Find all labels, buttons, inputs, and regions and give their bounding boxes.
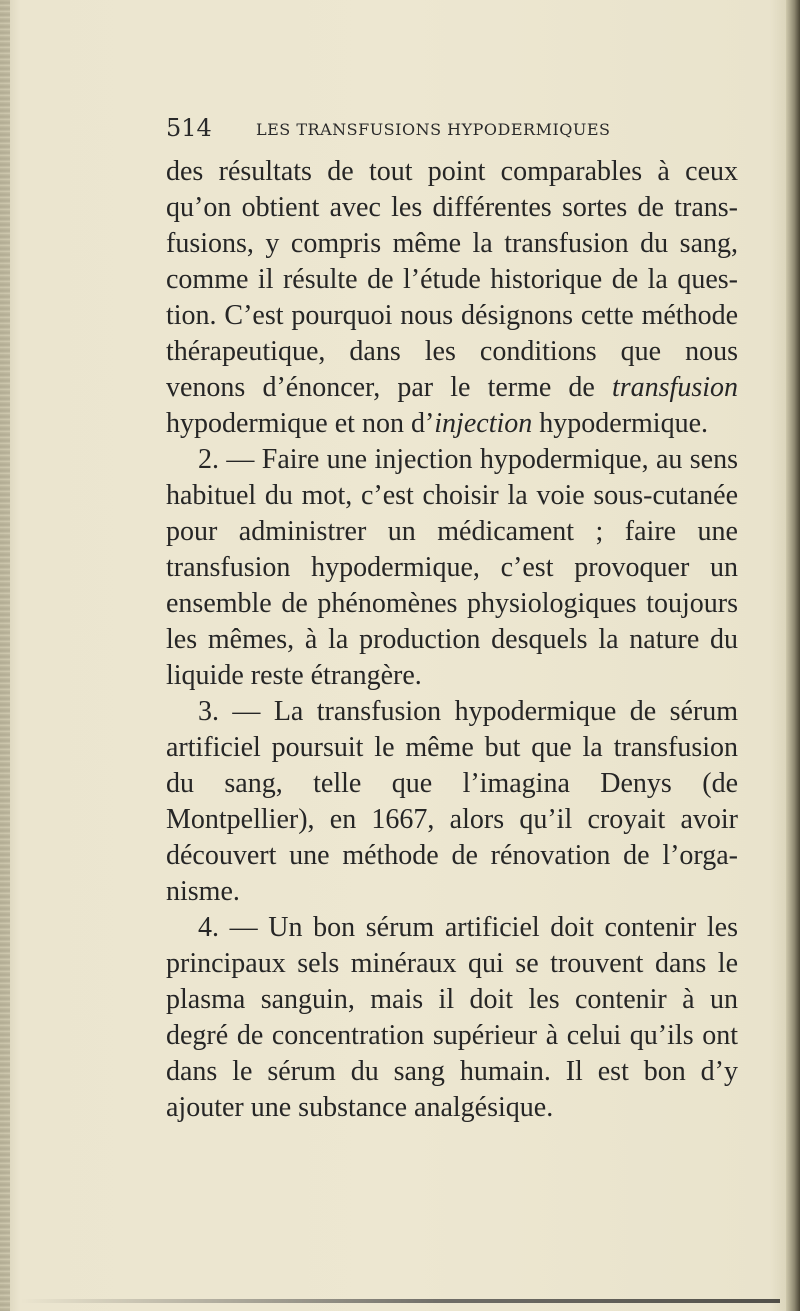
page-header (166, 114, 726, 148)
paragraph-1-text-a: des résultats de tout point comparables à ceux qu’on obtient avec les différentes sortes de transfusions, y compris même la transfusion du sang, comme il résulte de l’étude historique de la question. C’est pourquoi nous désignons cette méthode thérapeutique, dans les conditions que nous venons d’énoncer, par le terme de (166, 156, 738, 403)
body-text (166, 154, 738, 1126)
page-edge (786, 0, 800, 1311)
page-number: 514 (166, 114, 212, 142)
paragraph-1-text-b: hypodermique et non d’ (166, 408, 435, 439)
paragraph-1 (166, 154, 738, 442)
page-binding-shadow (0, 0, 10, 1311)
paragraph-1-italic-transfusion: transfusion (611, 372, 738, 403)
paragraph-2: 2. — Faire une injection hypodermique, au sens habituel du mot, c’est choisir la voie sous-cutanée pour administrer un médicament ; faire une transfusion hypodermique, c’est provoquer un ensemble de phénomènes physiologiques toujours les mêmes, à la production desquels la nature du liquide reste étrangère. (166, 444, 738, 691)
paragraph-1-text-c: hypodermique. (532, 408, 709, 439)
running-head: LES TRANSFUSIONS HYPODERMIQUES (256, 120, 611, 139)
paragraph-1-italic-injection: injection (434, 408, 533, 439)
paragraph-3: 3. — La transfusion hypodermique de sérum artificiel poursuit le même but que la transfusion du sang, telle que l’imagina Denys (de Montpellier), en 1667, alors qu’il croyait avoir découvert une méthode de rénovation de l’organisme. (166, 696, 738, 907)
paragraph-4: 4. — Un bon sérum artificiel doit contenir les principaux sels minéraux qui se trouvent dans le plasma sanguin, mais il doit les contenir à un degré de concentration supérieur à celui qu’ils ont dans le sérum du sang humain. Il est bon d’y ajouter une substance analgésique. (166, 912, 738, 1123)
bottom-edge-shadow (20, 1299, 780, 1303)
